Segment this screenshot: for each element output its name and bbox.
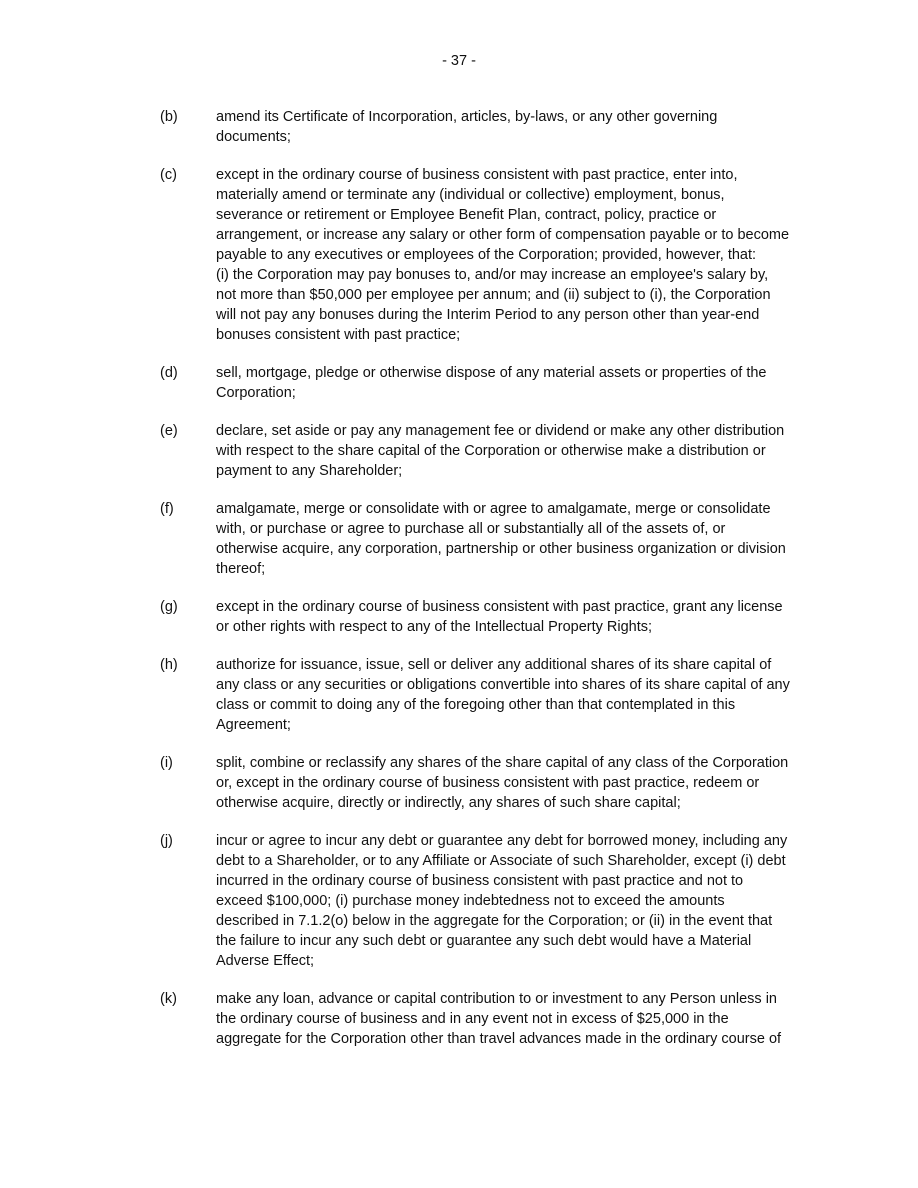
clause-line: (i) the Corporation may pay bonuses to, and/or may increase an employee's salary by, xyxy=(216,267,769,283)
clause-line: authorize for issuance, issue, sell or deliver any additional shares of its share capital of xyxy=(216,657,772,673)
clause-line: the ordinary course of business and in any event not in excess of $25,000 in the xyxy=(216,1011,729,1027)
clause-text xyxy=(216,165,820,345)
clause-text xyxy=(216,597,820,637)
clause-line: or other rights with respect to any of the Intellectual Property Rights; xyxy=(216,619,653,635)
clause-j xyxy=(160,831,820,971)
clause-f xyxy=(160,499,820,579)
clause-line: with respect to the share capital of the Corporation or otherwise make a distribution or xyxy=(216,443,766,459)
clause-h xyxy=(160,655,820,735)
clause-text xyxy=(216,655,820,735)
clause-line: documents; xyxy=(216,129,291,145)
clause-line: arrangement, or increase any salary or other form of compensation payable or to become xyxy=(216,227,790,243)
clause-text xyxy=(216,107,820,147)
clause-line: otherwise acquire, any corporation, partnership or other business organization or division xyxy=(216,541,786,557)
clause-line: with, or purchase or agree to purchase all or substantially all of the assets of, or xyxy=(216,521,726,537)
clause-line: thereof; xyxy=(216,561,266,577)
clause-line: amalgamate, merge or consolidate with or agree to amalgamate, merge or consolidate xyxy=(216,501,771,517)
clause-list xyxy=(160,107,820,1067)
clause-line: or, except in the ordinary course of business consistent with past practice, redeem or xyxy=(216,775,760,791)
clause-line: payable to any executives or employees of the Corporation; provided, however, that: xyxy=(216,247,757,263)
clause-line: incur or agree to incur any debt or guarantee any debt for borrowed money, including any xyxy=(216,833,788,849)
clause-line: aggregate for the Corporation other than travel advances made in the ordinary course of xyxy=(216,1031,782,1047)
clause-line: Adverse Effect; xyxy=(216,953,315,969)
clause-line: the failure to incur any such debt or guarantee any such debt would have a Material xyxy=(216,933,752,949)
clause-line: severance or retirement or Employee Benefit Plan, contract, policy, practice or xyxy=(216,207,717,223)
clause-line: declare, set aside or pay any management fee or dividend or make any other distribution xyxy=(216,423,785,439)
clause-b xyxy=(160,107,820,147)
clause-line: exceed $100,000; (i) purchase money indebtedness not to exceed the amounts xyxy=(216,893,725,909)
clause-line: debt to a Shareholder, or to any Affiliate or Associate of such Shareholder, except (i) debt xyxy=(216,853,786,869)
clause-label: (j) xyxy=(160,833,173,849)
clause-line: except in the ordinary course of business consistent with past practice, enter into, xyxy=(216,167,738,183)
clause-label: (d) xyxy=(160,365,178,381)
clause-line: will not pay any bonuses during the Interim Period to any person other than year-end xyxy=(216,307,760,323)
clause-label: (b) xyxy=(160,109,178,125)
clause-g xyxy=(160,597,820,637)
clause-c xyxy=(160,165,820,345)
clause-i xyxy=(160,753,820,813)
clause-label: (c) xyxy=(160,167,177,183)
clause-label: (k) xyxy=(160,991,177,1007)
clause-line: make any loan, advance or capital contribution to or investment to any Person unless in xyxy=(216,991,777,1007)
clause-line: described in 7.1.2(o) below in the aggregate for the Corporation; or (ii) in the event that xyxy=(216,913,773,929)
clause-label: (h) xyxy=(160,657,178,673)
clause-label: (i) xyxy=(160,755,173,771)
clause-line: sell, mortgage, pledge or otherwise dispose of any material assets or properties of the xyxy=(216,365,767,381)
clause-line: incurred in the ordinary course of business consistent with past practice and not to xyxy=(216,873,744,889)
page-number: - 37 - xyxy=(442,53,476,69)
clause-line: materially amend or terminate any (individual or collective) employment, bonus, xyxy=(216,187,725,203)
clause-line: split, combine or reclassify any shares of the share capital of any class of the Corporation xyxy=(216,755,789,771)
clause-line: not more than $50,000 per employee per annum; and (ii) subject to (i), the Corporation xyxy=(216,287,771,303)
clause-line: otherwise acquire, directly or indirectly, any shares of such share capital; xyxy=(216,795,681,811)
clause-text xyxy=(216,831,820,971)
clause-line: bonuses consistent with past practice; xyxy=(216,327,461,343)
clause-line: Agreement; xyxy=(216,717,291,733)
clause-k xyxy=(160,989,820,1049)
clause-line: amend its Certificate of Incorporation, articles, by-laws, or any other governing xyxy=(216,109,718,125)
clause-line: any class or any securities or obligations convertible into shares of its share capital of any xyxy=(216,677,790,693)
clause-label: (f) xyxy=(160,501,174,517)
clause-line: Corporation; xyxy=(216,385,296,401)
clause-d xyxy=(160,363,820,403)
clause-line: class or commit to doing any of the foregoing other than that contemplated in this xyxy=(216,697,736,713)
clause-text xyxy=(216,753,820,813)
clause-e xyxy=(160,421,820,481)
clause-label: (e) xyxy=(160,423,178,439)
clause-text xyxy=(216,363,820,403)
clause-label: (g) xyxy=(160,599,178,615)
clause-line: payment to any Shareholder; xyxy=(216,463,403,479)
clause-line: except in the ordinary course of business consistent with past practice, grant any license xyxy=(216,599,783,615)
clause-text xyxy=(216,989,820,1049)
clause-text xyxy=(216,421,820,481)
clause-text xyxy=(216,499,820,579)
